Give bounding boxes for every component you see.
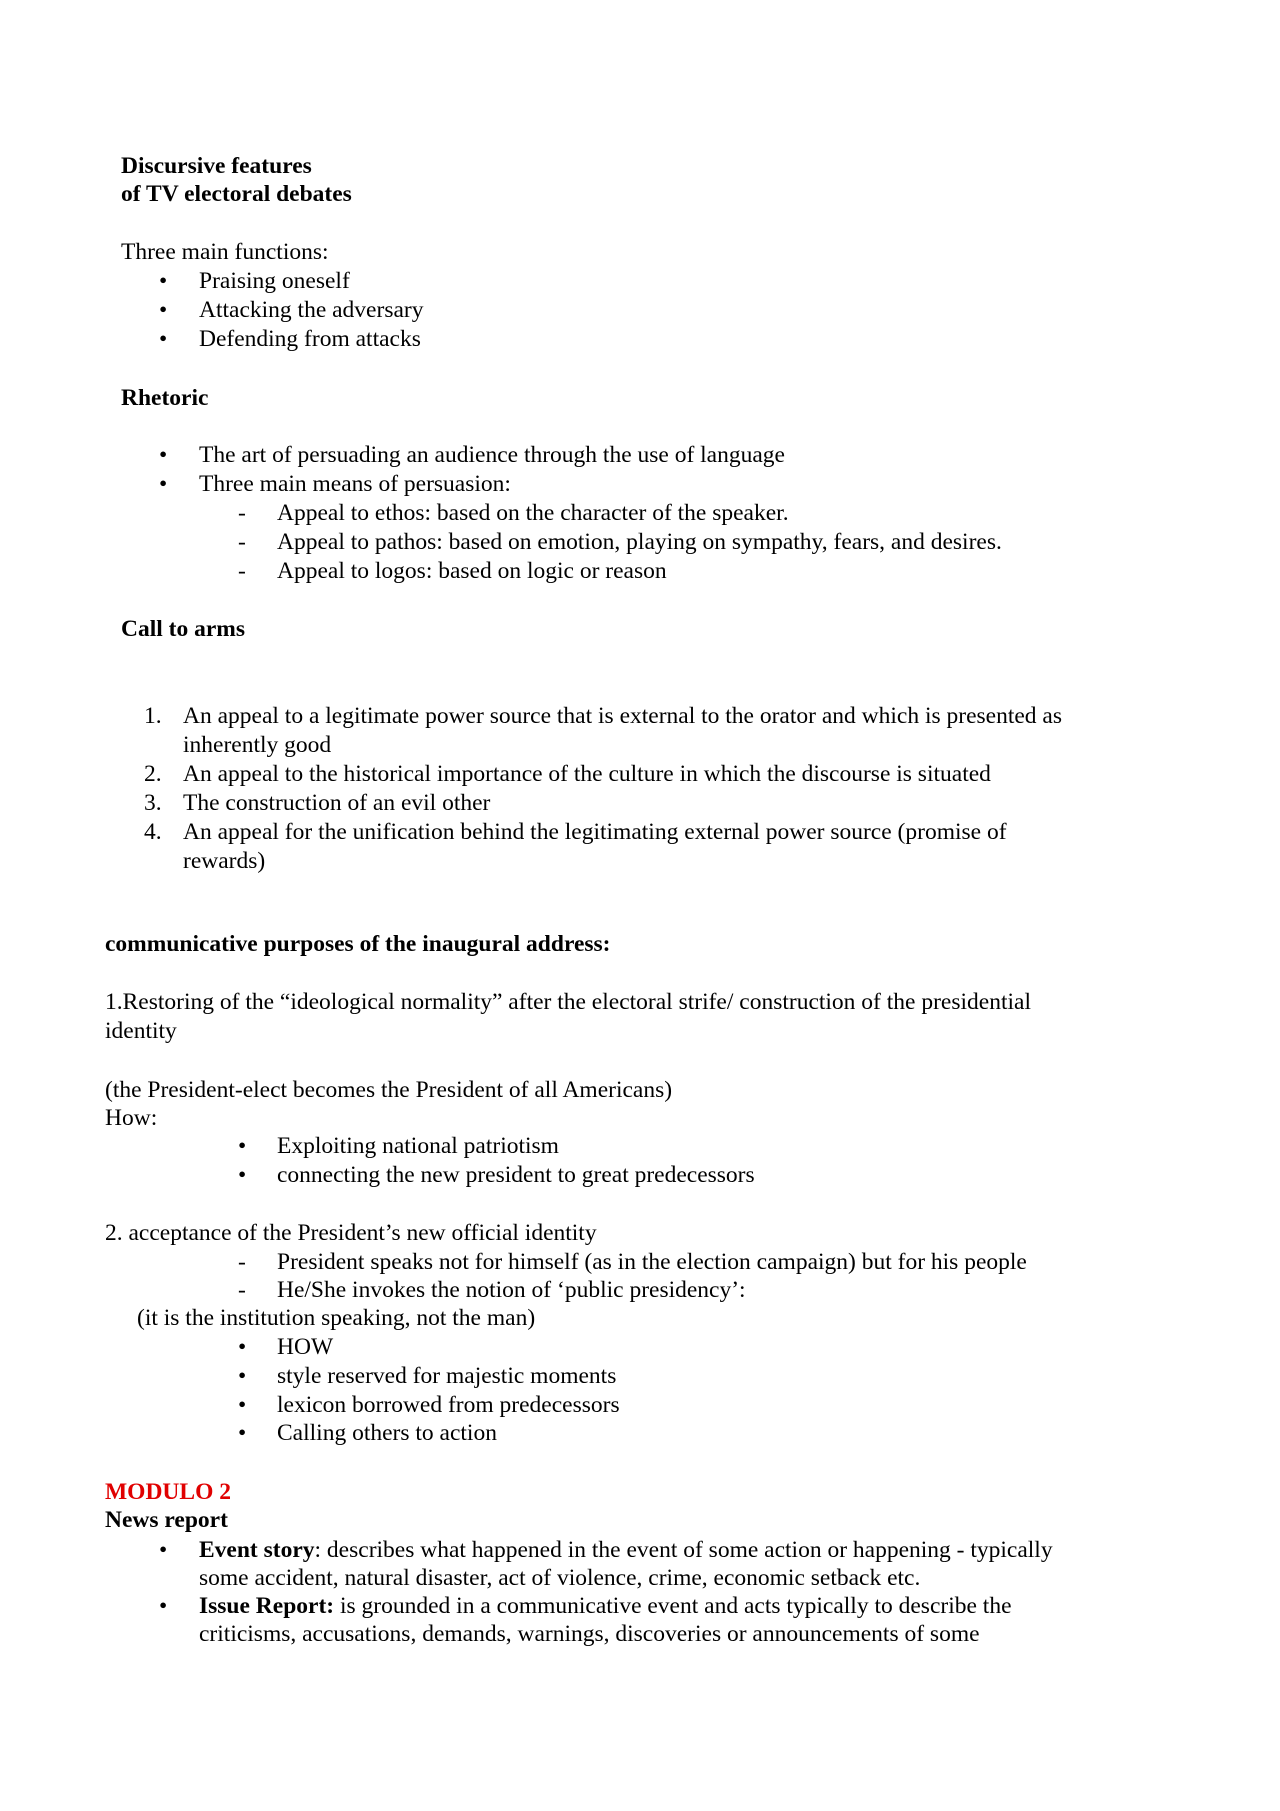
list-item: Attacking the adversary <box>199 297 424 323</box>
term-definition: : describes what happened in the event of some action or happening - typically <box>314 1537 1053 1563</box>
module-title: MODULO 2 <box>105 1479 231 1505</box>
how-label: How: <box>105 1105 158 1131</box>
bullet-marker: • <box>238 1162 247 1188</box>
dash-marker: - <box>238 1277 246 1303</box>
bullet-marker: • <box>159 471 168 497</box>
list-item: Appeal to logos: based on logic or reason <box>277 558 667 584</box>
list-item <box>199 1536 1053 1565</box>
bullet-marker: • <box>238 1334 247 1360</box>
list-item: President speaks not for himself (as in the election campaign) but for his people <box>277 1249 1027 1275</box>
dash-marker: - <box>238 500 246 526</box>
list-number: 2. <box>144 761 162 787</box>
list-item: lexicon borrowed from predecessors <box>277 1392 620 1418</box>
rhetoric-heading: Rhetoric <box>121 385 209 411</box>
list-item <box>199 1592 1012 1621</box>
module-subtitle: News report <box>105 1507 228 1533</box>
term-label: Issue Report: <box>199 1593 335 1619</box>
list-item-continuation: rewards) <box>183 848 266 874</box>
section-title-line2: of TV electoral debates <box>121 181 352 207</box>
paragraph-line: (the President-elect becomes the President of all Americans) <box>105 1077 673 1103</box>
list-number: 4. <box>144 819 162 845</box>
paragraph-line: 2. acceptance of the President’s new official identity <box>105 1220 597 1246</box>
list-item: style reserved for majestic moments <box>277 1363 617 1389</box>
call-to-arms-heading: Call to arms <box>121 616 246 642</box>
bullet-marker: • <box>238 1420 247 1446</box>
dash-marker: - <box>238 558 246 584</box>
list-item: Praising oneself <box>199 268 350 294</box>
section-title-line1: Discursive features <box>121 153 312 179</box>
list-item: An appeal to the historical importance of the culture in which the discourse is situated <box>183 761 991 787</box>
list-number: 1. <box>144 703 162 729</box>
bullet-marker: • <box>159 297 168 323</box>
list-item-continuation: criticisms, accusations, demands, warnings, discoveries or announcements of some <box>199 1621 980 1647</box>
bullet-marker: • <box>238 1363 247 1389</box>
dash-marker: - <box>238 1249 246 1275</box>
list-item: He/She invokes the notion of ‘public presidency’: <box>277 1277 746 1303</box>
bullet-marker: • <box>159 442 168 468</box>
functions-intro: Three main functions: <box>121 239 329 265</box>
list-item: HOW <box>277 1334 334 1360</box>
bullet-marker: • <box>238 1392 247 1418</box>
list-item: Appeal to pathos: based on emotion, playing on sympathy, fears, and desires. <box>277 529 1002 555</box>
term-label: Event story <box>199 1537 315 1563</box>
list-item: connecting the new president to great predecessors <box>277 1162 755 1188</box>
list-item: Three main means of persuasion: <box>199 471 511 497</box>
bullet-marker: • <box>159 268 168 294</box>
list-item-continuation: inherently good <box>183 732 332 758</box>
list-item: Calling others to action <box>277 1420 497 1446</box>
paragraph-line: 1.Restoring of the “ideological normality” after the electoral strife/ construction of the presidential <box>105 989 1031 1015</box>
list-item: Defending from attacks <box>199 326 421 352</box>
bullet-marker: • <box>159 1537 168 1563</box>
list-item: An appeal to a legitimate power source that is external to the orator and which is presented as <box>183 703 1062 729</box>
list-item: Exploiting national patriotism <box>277 1133 559 1159</box>
inaugural-heading: communicative purposes of the inaugural address: <box>105 931 611 957</box>
list-item: An appeal for the unification behind the legitimating external power source (promise of <box>183 819 1007 845</box>
paragraph-line: (it is the institution speaking, not the man) <box>137 1305 536 1331</box>
list-number: 3. <box>144 790 162 816</box>
bullet-marker: • <box>238 1133 247 1159</box>
list-item: The art of persuading an audience through the use of language <box>199 442 785 468</box>
bullet-marker: • <box>159 326 168 352</box>
list-item: Appeal to ethos: based on the character of the speaker. <box>277 500 789 526</box>
dash-marker: - <box>238 529 246 555</box>
list-item-continuation: some accident, natural disaster, act of violence, crime, economic setback etc. <box>199 1565 921 1591</box>
paragraph-line: identity <box>105 1018 177 1044</box>
list-item: The construction of an evil other <box>183 790 491 816</box>
bullet-marker: • <box>159 1593 168 1619</box>
term-definition: is grounded in a communicative event and acts typically to describe the <box>334 1593 1012 1619</box>
